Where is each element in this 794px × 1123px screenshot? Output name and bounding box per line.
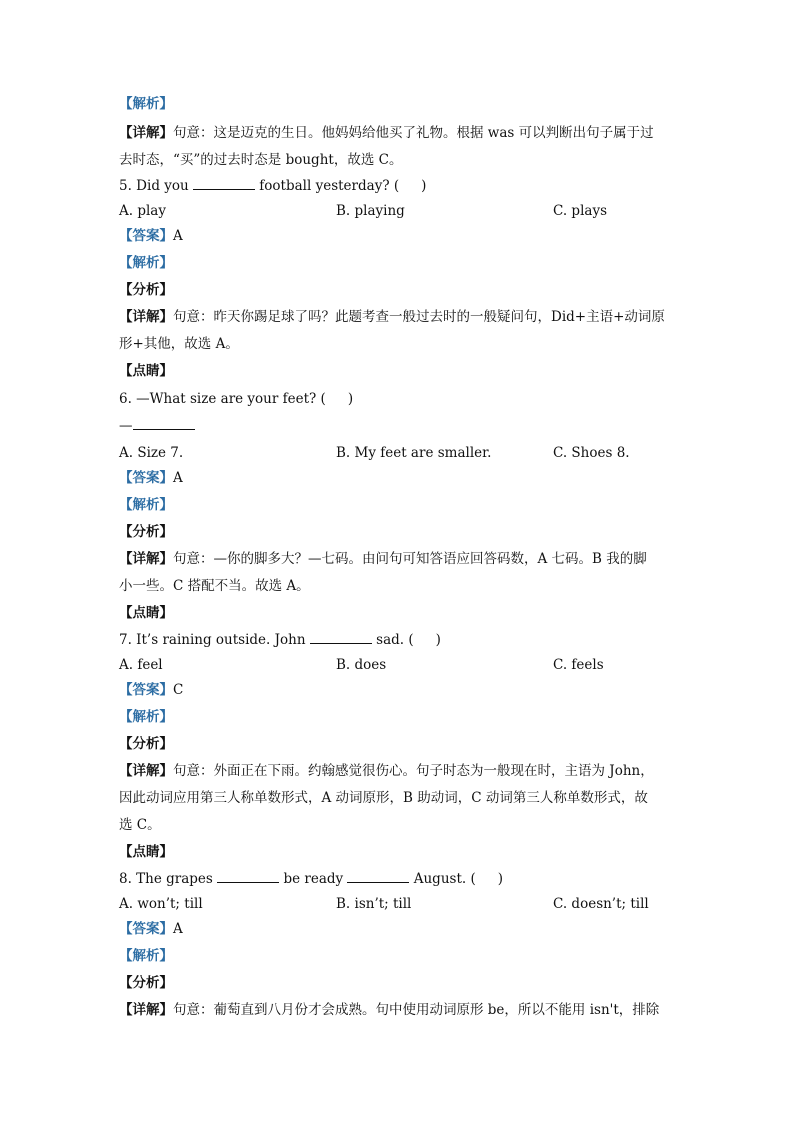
answer-blank — [347, 870, 409, 883]
q8-analysis — [119, 947, 173, 965]
label-xiangjie: 【详解】 — [119, 125, 173, 141]
q6-fenxi — [119, 523, 173, 541]
q6-stem — [119, 390, 353, 408]
q4-detail-line-2 — [119, 151, 402, 169]
q5-option-c: C. plays — [553, 203, 607, 219]
q8-stem-a: 8. The grapes — [119, 871, 213, 887]
q6-detail-text-2: 小一些。C 搭配不当。故选 A。 — [119, 578, 310, 594]
q6-option-a: A. Size 7. — [119, 445, 184, 461]
q5-detail-line-1 — [119, 308, 665, 326]
q6-detail-text-1: 句意：—你的脚多大？—七码。由问句可知答语应回答码数，A 七码。B 我的脚 — [173, 551, 647, 567]
label-fenxi: 【分析】 — [119, 524, 173, 540]
label-fenxi: 【分析】 — [119, 736, 173, 752]
q8-stem-d: ) — [497, 871, 503, 887]
q7-detail-text-2: 因此动词应用第三人称单数形式，A 动词原形，B 助动词，C 动词第三人称单数形式，故 — [119, 790, 648, 806]
q7-detail-text-3: 选 C。 — [119, 817, 161, 833]
label-daan: 【答案】 — [119, 228, 173, 244]
q5-option-b: B. playing — [336, 203, 405, 219]
answer-blank — [193, 177, 255, 190]
label-jiexi: 【解析】 — [119, 497, 173, 513]
q8-detail-text-1: 句意：葡萄直到八月份才会成熟。句中使用动词原形 be，所以不能用 isn't，排除 — [173, 1002, 660, 1018]
label-jiexi: 【解析】 — [119, 948, 173, 964]
label-daan: 【答案】 — [119, 682, 173, 698]
label-xiangjie: 【详解】 — [119, 763, 173, 779]
q7-stem-c: ) — [435, 632, 441, 648]
label-xiangjie: 【详解】 — [119, 1002, 173, 1018]
label-daan: 【答案】 — [119, 921, 173, 937]
label-fenxi: 【分析】 — [119, 282, 173, 298]
q7-option-c: C. feels — [553, 657, 604, 673]
q6-answer — [119, 469, 183, 487]
label-jiexi: 【解析】 — [119, 255, 173, 271]
label-xiangjie: 【详解】 — [119, 309, 173, 325]
answer-blank — [133, 417, 195, 430]
q7-analysis — [119, 708, 173, 726]
q8-stem — [119, 870, 503, 888]
q4-detail-text-2: 去时态，“买”的过去时态是 bought，故选 C。 — [119, 152, 403, 168]
label-dianjing: 【点睛】 — [119, 363, 173, 379]
q5-fenxi — [119, 281, 173, 299]
q6-detail-line-2 — [119, 577, 310, 595]
q5-stem — [119, 177, 426, 195]
label-dianjing: 【点睛】 — [119, 605, 173, 621]
q6-detail-line-1 — [119, 550, 647, 568]
q5-stem-a: 5. Did you — [119, 178, 189, 194]
q7-detail-line-3 — [119, 816, 161, 834]
q7-detail-line-1 — [119, 762, 654, 780]
q8-option-a: A. won’t; till — [119, 896, 203, 912]
analysis-label — [119, 95, 173, 113]
q5-detail-text-2: 形+其他，故选 A。 — [119, 336, 239, 352]
q7-detail-line-2 — [119, 789, 648, 807]
q5-stem-b: football yesterday? ( — [259, 178, 400, 194]
label-xiangjie: 【详解】 — [119, 551, 173, 567]
q7-detail-text-1: 句意：外面正在下雨。约翰感觉很伤心。句子时态为一般现在时，主语为 John， — [173, 763, 654, 779]
q5-analysis — [119, 254, 173, 272]
q8-stem-c: August. ( — [413, 871, 476, 887]
q4-detail-line-1 — [119, 124, 654, 142]
label-dianjing: 【点睛】 — [119, 844, 173, 860]
q8-option-b: B. isn’t; till — [336, 896, 412, 912]
q7-dianjing — [119, 843, 173, 861]
label-jiexi: 【解析】 — [119, 96, 173, 112]
answer-blank — [310, 631, 372, 644]
q8-option-c: C. doesn’t; till — [553, 896, 649, 912]
q5-dianjing — [119, 362, 173, 380]
q6-dianjing — [119, 604, 173, 622]
q6-stem-c: ) — [347, 391, 354, 407]
q8-fenxi — [119, 974, 173, 992]
q5-option-a: A. play — [119, 203, 166, 219]
q7-option-b: B. does — [336, 657, 387, 673]
q5-answer-value: A — [173, 228, 183, 244]
q7-answer — [119, 681, 183, 699]
q8-detail-line-1 — [119, 1001, 659, 1019]
q7-option-a: A. feel — [119, 657, 163, 673]
q5-detail-line-2 — [119, 335, 239, 353]
q6-option-b: B. My feet are smaller. — [336, 445, 492, 461]
q6-dash: — — [119, 418, 133, 434]
q5-answer — [119, 227, 183, 245]
q8-answer-value: A — [173, 921, 183, 937]
q5-detail-text-1: 句意：昨天你踢足球了吗？此题考查一般过去时的一般疑问句，Did+主语+动词原 — [173, 309, 665, 325]
q7-fenxi — [119, 735, 173, 753]
label-jiexi: 【解析】 — [119, 709, 173, 725]
q4-detail-text-1: 句意：这是迈克的生日。他妈妈给他买了礼物。根据 was 可以判断出句子属于过 — [173, 125, 654, 141]
q6-stem-a: 6. —What size are your feet? ( — [119, 391, 326, 407]
q6-reply-line — [119, 417, 195, 435]
q6-analysis — [119, 496, 173, 514]
label-daan: 【答案】 — [119, 470, 173, 486]
answer-blank — [217, 870, 279, 883]
q7-stem-b: sad. ( — [376, 632, 414, 648]
label-fenxi: 【分析】 — [119, 975, 173, 991]
q7-stem — [119, 631, 441, 649]
q8-stem-b: be ready — [283, 871, 344, 887]
q7-stem-a: 7. It’s raining outside. John — [119, 632, 306, 648]
q8-answer — [119, 920, 183, 938]
q6-answer-value: A — [173, 470, 183, 486]
q5-stem-c: ) — [421, 178, 427, 194]
q6-option-c: C. Shoes 8. — [553, 445, 630, 461]
q7-answer-value: C — [173, 682, 184, 698]
